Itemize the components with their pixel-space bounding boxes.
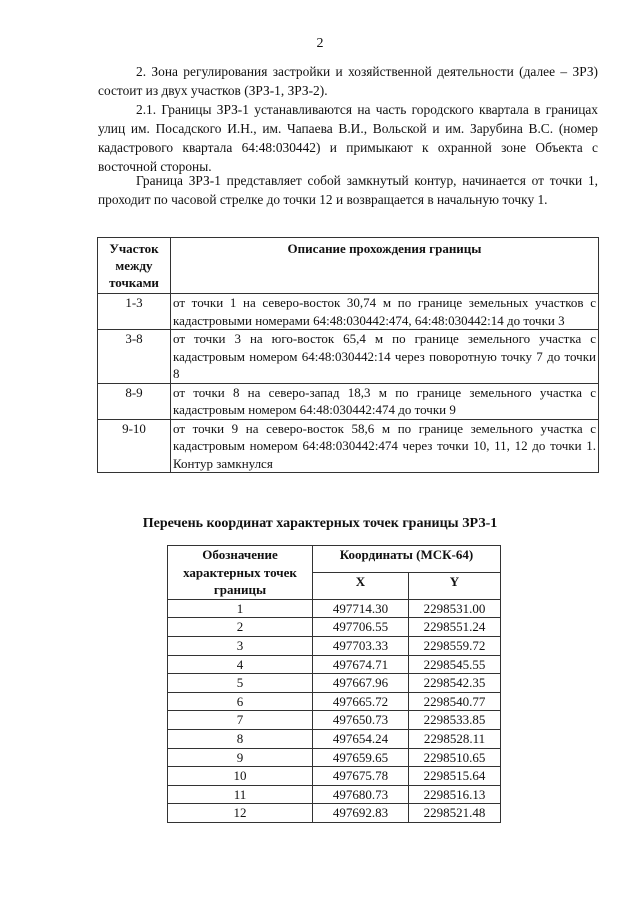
x-coordinate-cell: 497674.71 xyxy=(313,655,409,674)
y-coordinate-cell: 2298510.65 xyxy=(409,748,501,767)
x-coordinate-cell: 497659.65 xyxy=(313,748,409,767)
x-coordinate-cell: 497714.30 xyxy=(313,599,409,618)
point-number-cell: 4 xyxy=(168,655,313,674)
y-coordinate-cell: 2298545.55 xyxy=(409,655,501,674)
point-number-cell: 9 xyxy=(168,748,313,767)
table-row xyxy=(168,674,501,693)
x-coordinate-cell: 497667.96 xyxy=(313,674,409,693)
x-coordinate-cell: 497675.78 xyxy=(313,767,409,786)
point-number-cell: 8 xyxy=(168,729,313,748)
table-header-row xyxy=(168,546,501,573)
x-coordinate-cell: 497680.73 xyxy=(313,785,409,804)
x-coordinate-cell: 497654.24 xyxy=(313,729,409,748)
table-row xyxy=(168,729,501,748)
point-number-cell: 6 xyxy=(168,692,313,711)
table-row xyxy=(168,767,501,786)
point-number-cell: 1 xyxy=(168,599,313,618)
y-coordinate-cell: 2298531.00 xyxy=(409,599,501,618)
table-row xyxy=(168,785,501,804)
paragraph-zone-intro: 2. Зона регулирования застройки и хозяйственной деятельности (далее – ЗРЗ) состоит из двух участков (ЗРЗ-1, ЗРЗ-2). xyxy=(98,64,598,98)
boundary-description-table xyxy=(97,237,599,473)
table-row xyxy=(168,618,501,637)
table-row xyxy=(168,599,501,618)
description-column-header: Описание прохождения границы xyxy=(171,238,599,294)
table-row xyxy=(98,294,599,330)
coordinates-heading: Перечень координат характерных точек границы ЗРЗ-1 xyxy=(142,516,498,531)
table-row xyxy=(168,804,501,823)
y-coordinate-cell: 2298559.72 xyxy=(409,636,501,655)
coordinates-table xyxy=(167,545,501,823)
segment-column-header: Участок между точками xyxy=(98,238,171,294)
y-coordinate-cell: 2298542.35 xyxy=(409,674,501,693)
x-coordinate-cell: 497703.33 xyxy=(313,636,409,655)
table-header-row xyxy=(98,238,599,294)
y-coordinate-cell: 2298533.85 xyxy=(409,711,501,730)
table-row xyxy=(98,330,599,384)
point-number-cell: 10 xyxy=(168,767,313,786)
y-coordinate-cell: 2298540.77 xyxy=(409,692,501,711)
y-coordinate-cell: 2298515.64 xyxy=(409,767,501,786)
x-coordinate-cell: 497650.73 xyxy=(313,711,409,730)
x-column-header: X xyxy=(313,572,409,599)
table-row xyxy=(168,748,501,767)
point-number-cell: 2 xyxy=(168,618,313,637)
segment-cell: 9-10 xyxy=(98,419,171,473)
segment-cell: 8-9 xyxy=(98,383,171,419)
coordinates-column-header: Координаты (МСК-64) xyxy=(313,546,501,573)
point-number-cell: 5 xyxy=(168,674,313,693)
y-coordinate-cell: 2298521.48 xyxy=(409,804,501,823)
point-number-cell: 7 xyxy=(168,711,313,730)
table-row xyxy=(168,655,501,674)
y-coordinate-cell: 2298516.13 xyxy=(409,785,501,804)
description-cell: от точки 8 на северо-запад 18,3 м по границе земельного участка с кадастровым номером 64:48:030442:474 до точки 9 xyxy=(171,383,599,419)
y-column-header: Y xyxy=(409,572,501,599)
x-coordinate-cell: 497665.72 xyxy=(313,692,409,711)
segment-cell: 3-8 xyxy=(98,330,171,384)
y-coordinate-cell: 2298528.11 xyxy=(409,729,501,748)
table-row xyxy=(168,711,501,730)
segment-cell: 1-3 xyxy=(98,294,171,330)
table-row xyxy=(168,636,501,655)
table-row xyxy=(98,383,599,419)
paragraph-zrz1-boundaries: 2.1. Границы ЗРЗ-1 устанавливаются на часть городского квартала в границах улиц им. Посадского И.Н., им. Чапаева В.И., Вольской и им. Зарубина В.С. (номер кадастрового квартала 64:48:030442) и примыкают к охранной зоне Объекта с восточной стороны. xyxy=(98,102,598,174)
point-column-header: Обозначение характерных точек границы xyxy=(168,546,313,600)
description-cell: от точки 9 на северо-восток 58,6 м по границе земельного участка с кадастровым номером 64:48:030442:474 через точки 10, 11, 12 до точки 1. Контур замкнулся xyxy=(171,419,599,473)
y-coordinate-cell: 2298551.24 xyxy=(409,618,501,637)
paragraph-zrz1-contour: Граница ЗРЗ-1 представляет собой замкнутый контур, начинается от точки 1, проходит по часовой стрелке до точки 12 и возвращается в начальную точку 1. xyxy=(98,173,598,207)
point-number-cell: 3 xyxy=(168,636,313,655)
point-number-cell: 12 xyxy=(168,804,313,823)
table-row xyxy=(98,419,599,473)
description-cell: от точки 1 на северо-восток 30,74 м по границе земельных участков с кадастровыми номерами 64:48:030442:474, 64:48:030442:14 до точки 3 xyxy=(171,294,599,330)
x-coordinate-cell: 497692.83 xyxy=(313,804,409,823)
page-number: 2 xyxy=(316,36,324,51)
description-cell: от точки 3 на юго-восток 65,4 м по границе земельного участка с кадастровым номером 64:48:030442:14 через поворотную точку 7 до точки 8 xyxy=(171,330,599,384)
table-row xyxy=(168,692,501,711)
point-number-cell: 11 xyxy=(168,785,313,804)
x-coordinate-cell: 497706.55 xyxy=(313,618,409,637)
